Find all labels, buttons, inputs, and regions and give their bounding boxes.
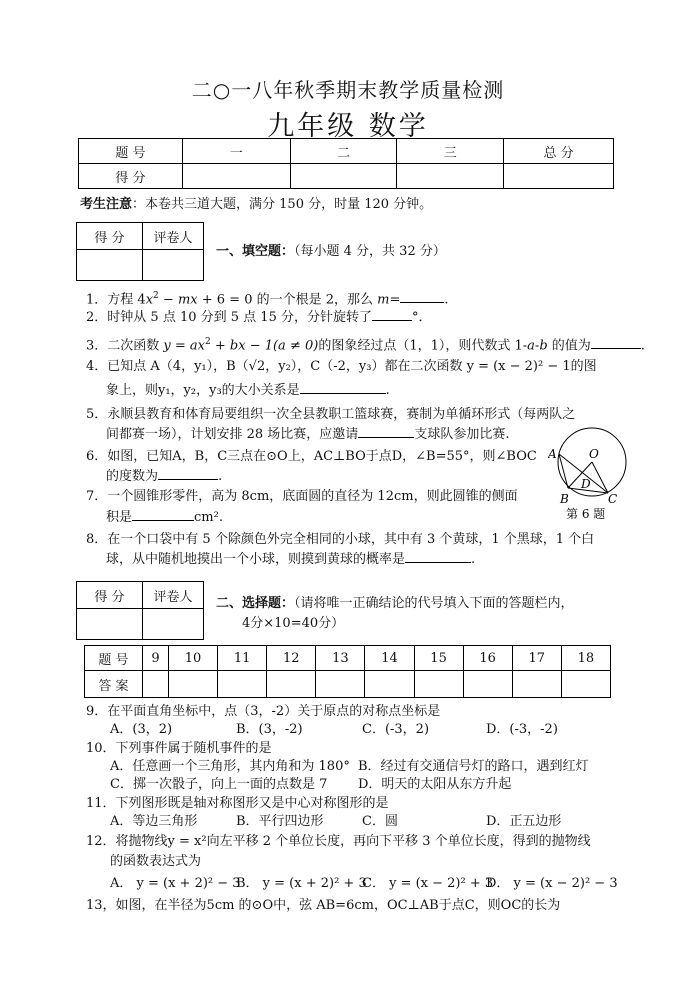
label-o: O xyxy=(589,447,599,461)
answer-cell[interactable] xyxy=(168,671,217,698)
grader-score-cell[interactable] xyxy=(77,250,143,281)
q4-end: . xyxy=(385,383,390,398)
answer-table xyxy=(84,645,611,698)
answer-blank-6[interactable] xyxy=(158,468,218,480)
question-8-line1 xyxy=(86,531,594,549)
notice-label: 考生注意 xyxy=(80,197,133,212)
q3-text-i: 的值为 xyxy=(547,338,591,354)
q5-num: 5． xyxy=(86,407,108,422)
figure-6-circle-diagram xyxy=(548,424,636,520)
question-9-stem: 9．在平面直角坐标中，点（3，-2）关于原点的对称点坐标是 xyxy=(86,704,441,719)
q1-text-a: 方程 4 xyxy=(107,292,146,308)
answer-table-header-15: 15 xyxy=(414,646,463,671)
q6-num: 6． xyxy=(86,449,108,464)
q3-text-e: 的图象经过点（1，1），则代数式 1- xyxy=(318,338,528,354)
q4-line2: 象上，则y₁，y₂，y₃的大小关系是 xyxy=(106,383,300,398)
q3-formula-a: y = ax xyxy=(163,338,206,354)
question-7-line2 xyxy=(106,509,223,527)
q11-option-d[interactable]: D．正五边形 xyxy=(486,814,562,829)
grader-label: 评卷人 xyxy=(143,223,204,250)
question-12-stem2: 的函数表达式为 xyxy=(110,854,202,869)
exam-title: 二○一八年秋季期末教学质量检测 xyxy=(191,78,505,102)
question-11-stem: 11．下列图形既是轴对称图形又是中心对称图形的是 xyxy=(86,796,389,811)
answer-table-header-14: 14 xyxy=(365,646,414,671)
q12-option-b[interactable]: B． y = (x + 2)² + 3 xyxy=(236,876,367,891)
q3-formula-b: + bx − 1(a ≠ 0) xyxy=(210,338,319,354)
score-cell[interactable] xyxy=(182,164,290,189)
q10-option-c[interactable]: C．掷一次骰子，向上一面的点数是 7 xyxy=(110,777,328,792)
q2-text: 时钟从 5 点 10 分到 5 点 15 分，分针旋转了 xyxy=(107,310,372,325)
answer-table-header-label: 题 号 xyxy=(85,646,143,671)
q7-line2a: 积是 xyxy=(106,510,133,525)
grader-name-cell[interactable] xyxy=(143,250,204,281)
q6-end: . xyxy=(218,469,223,484)
answer-cell[interactable] xyxy=(463,671,512,698)
question-2 xyxy=(86,309,431,327)
score-table-header-1: 一 xyxy=(182,139,290,164)
section2-heading xyxy=(216,595,574,613)
grader-label: 评卷人 xyxy=(143,582,204,609)
q1-mx: mx xyxy=(177,292,198,308)
q1-text-f: + 6 = 0 的一个根是 2，那么 xyxy=(197,292,378,308)
question-7-line1 xyxy=(86,488,518,506)
answer-cell[interactable] xyxy=(143,671,169,698)
section1-heading xyxy=(216,243,446,261)
answer-table-header-10: 10 xyxy=(168,646,217,671)
grader-score-cell[interactable] xyxy=(77,609,143,640)
q5-line2a: 间都赛一场），计划安排 28 场比赛，应邀请 xyxy=(106,427,359,442)
label-c: C xyxy=(608,492,618,506)
q3-exp: 2 xyxy=(205,337,211,347)
score-table-row-label: 得 分 xyxy=(79,164,183,189)
answer-table-header-9: 9 xyxy=(143,646,169,671)
section2-desc2: 4分×10=40分） xyxy=(242,616,345,631)
grader-score-label: 得 分 xyxy=(77,582,143,609)
answer-table-header-18: 18 xyxy=(561,646,610,671)
question-6-line1 xyxy=(86,448,537,466)
q2-num: 2． xyxy=(86,310,108,325)
score-table-header-total: 总 分 xyxy=(504,139,614,164)
q3-text-a: 二次函数 xyxy=(107,338,164,354)
q8-line2: 球，从中随机地摸出一个小球，则摸到黄球的概率是 xyxy=(106,552,406,567)
question-3 xyxy=(86,333,645,355)
q1-minus: − xyxy=(158,292,178,308)
q11-option-b[interactable]: B．平行四边形 xyxy=(236,814,324,829)
section2-title: 二、选择题： xyxy=(216,596,295,611)
answer-table-row-label: 答 案 xyxy=(85,671,143,698)
answer-cell[interactable] xyxy=(365,671,414,698)
notice-text: ：本卷共三道大题，满分 150 分，时量 120 分钟。 xyxy=(132,197,433,212)
q8-num: 8． xyxy=(86,532,108,547)
q9-option-c[interactable]: C．(-3，2) xyxy=(362,722,430,737)
question-8-line2 xyxy=(106,551,475,569)
q4-line1: 已知点 A（4，y₁），B（√2，y₂），C（-2，y₃）都在二次函数 y = (x − 2)² − 1的图 xyxy=(107,359,597,374)
q1-exp: 2 xyxy=(153,291,159,301)
answer-table-header-17: 17 xyxy=(512,646,561,671)
question-6-line2 xyxy=(106,468,222,486)
q1-end: . xyxy=(444,292,449,308)
q3-var-b: b xyxy=(539,338,548,354)
q7-line2b: cm². xyxy=(194,510,223,525)
answer-blank-7[interactable] xyxy=(132,509,194,521)
question-1 xyxy=(86,287,449,309)
answer-blank-5[interactable] xyxy=(358,426,414,438)
answer-blank-4[interactable] xyxy=(300,382,386,394)
grader-box-1 xyxy=(76,222,204,281)
q11-option-a[interactable]: A．等边三角形 xyxy=(110,814,198,829)
question-5-line1 xyxy=(86,406,575,424)
answer-cell[interactable] xyxy=(561,671,610,698)
q6-line1: 如图，已知A，B，C三点在⊙O上，AC⊥BO于点D，∠B=55°，则∠BOC xyxy=(107,449,537,464)
q3-minus: - xyxy=(534,338,540,354)
question-5-line2 xyxy=(106,426,509,444)
question-4-line1 xyxy=(86,358,597,376)
q9-option-b[interactable]: B．(3，-2) xyxy=(236,722,303,737)
q9-option-a[interactable]: A．(3，2) xyxy=(110,722,173,737)
answer-cell[interactable] xyxy=(267,671,316,698)
answer-blank-8[interactable] xyxy=(405,551,471,563)
answer-cell[interactable] xyxy=(316,671,365,698)
answer-cell[interactable] xyxy=(218,671,267,698)
segment-ab xyxy=(559,454,568,488)
q3-var-a: a xyxy=(527,338,535,354)
answer-cell[interactable] xyxy=(512,671,561,698)
q9-option-d[interactable]: D．(-3，-2) xyxy=(486,722,558,737)
section2-desc: （请将唯一正确结论的代号填入下面的答题栏内， xyxy=(294,596,574,611)
q11-option-c[interactable]: C．圆 xyxy=(362,814,398,829)
q5-line2b: 支球队参加比赛. xyxy=(414,427,510,442)
grader-box-2 xyxy=(76,581,204,640)
subject-title: 九年级 数学 xyxy=(267,111,429,142)
q7-num: 7． xyxy=(86,489,108,504)
answer-table-header-16: 16 xyxy=(463,646,512,671)
q10-option-a[interactable]: A．任意画一个三角形，其内角和为 180° xyxy=(110,759,350,774)
grader-score-label: 得 分 xyxy=(77,223,143,250)
q3-num: 3． xyxy=(86,338,108,354)
score-table-header-2: 二 xyxy=(290,139,397,164)
answer-table-header-13: 13 xyxy=(316,646,365,671)
q4-num: 4． xyxy=(86,359,108,374)
q2-end: °． xyxy=(411,310,432,325)
q12-option-d[interactable]: D． y = (x − 2)² − 3 xyxy=(486,876,618,891)
exam-notice xyxy=(80,193,432,212)
q7-line1: 一个圆锥形零件，高为 8cm，底面圆的直径为 12cm，则此圆锥的侧面 xyxy=(107,489,518,504)
answer-table-header-12: 12 xyxy=(267,646,316,671)
figure-caption: 第 6 题 xyxy=(566,507,606,520)
answer-cell[interactable] xyxy=(414,671,463,698)
q3-end: . xyxy=(640,338,645,354)
score-table-header-number: 题 号 xyxy=(79,139,183,164)
score-table xyxy=(78,138,614,189)
score-table-header-3: 三 xyxy=(397,139,504,164)
q5-line1: 永顺县教育和体育局要组织一次全县教职工篮球赛，赛制为单循环形式（每两队之 xyxy=(107,407,576,422)
label-a: A xyxy=(548,447,557,461)
q1-eq: = xyxy=(389,292,401,308)
q12-option-a[interactable]: A． y = (x + 2)² − 3 xyxy=(110,876,241,891)
score-cell[interactable] xyxy=(504,164,614,189)
segment-oc xyxy=(592,462,608,493)
q10-option-b[interactable]: B．经过有交通信号灯的路口，遇到红灯 xyxy=(358,759,589,774)
q6-line2: 的度数为 xyxy=(106,469,159,484)
grader-name-cell[interactable] xyxy=(143,609,204,640)
label-d: D xyxy=(581,477,591,491)
question-13-stem: 13，如图，在半径为5cm 的⊙O中，弦 AB=6cm，OC⊥AB于点C，则OC的长为 xyxy=(86,898,561,913)
score-cell[interactable] xyxy=(397,164,504,189)
score-cell[interactable] xyxy=(290,164,397,189)
q12-option-c[interactable]: C． y = (x − 2)² + 3 xyxy=(362,876,494,891)
answer-blank-3[interactable] xyxy=(591,337,641,349)
q10-option-d[interactable]: D．明天的太阳从东方升起 xyxy=(358,777,512,792)
label-b: B xyxy=(560,492,569,506)
question-10-stem: 10．下列事件属于随机事件的是 xyxy=(86,741,272,756)
answer-blank-2[interactable] xyxy=(372,309,412,321)
q8-line1: 在一个口袋中有 5 个除颜色外完全相同的小球，其中有 3 个黄球，1 个黑球，1 个白 xyxy=(107,532,595,547)
question-4-line2 xyxy=(106,382,390,400)
section1-title: 一、填空题： xyxy=(216,244,295,259)
q1-var-x: x xyxy=(145,292,154,308)
question-12-stem: 12．将抛物线y = x²向左平移 2 个单位长度，再向下平移 3 个单位长度，得到的抛物线 xyxy=(86,834,591,849)
q1-var-m: m xyxy=(377,292,390,308)
answer-table-header-11: 11 xyxy=(218,646,267,671)
q1-num: 1． xyxy=(86,292,108,308)
section1-desc: （每小题 4 分，共 32 分） xyxy=(294,244,446,259)
answer-blank-1[interactable] xyxy=(400,291,444,303)
q8-end: . xyxy=(471,552,476,567)
